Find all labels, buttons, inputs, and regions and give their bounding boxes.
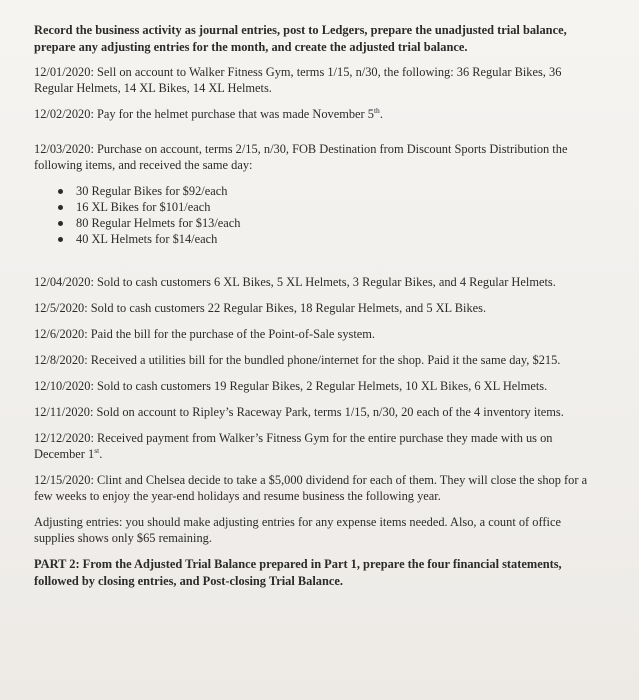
entry-12-15: 12/15/2020: Clint and Chelsea decide to take a $5,000 dividend for each of them. They will close the shop for a few weeks to enjoy the year-end holidays and resume business the following year.	[34, 473, 588, 503]
entry-12-03-text: 12/03/2020: Purchase on account, terms 2/15, n/30, FOB Destination from Discount Sports Distribution the following items, and received the same day:	[34, 142, 568, 172]
entry-12-04: 12/04/2020: Sold to cash customers 6 XL Bikes, 5 XL Helmets, 3 Regular Bikes, and 4 Regular Helmets.	[34, 275, 556, 289]
entry-12-12: 12/12/2020: Received payment from Walker’s Fitness Gym for the entire purchase they made with us on December 1st.	[34, 431, 553, 461]
entry-12-10: 12/10/2020: Sold to cash customers 19 Regular Bikes, 2 Regular Helmets, 10 XL Bikes, 6 XL Helmets.	[34, 379, 548, 393]
entry-12-05: 12/5/2020: Sold to cash customers 22 Regular Bikes, 18 Regular Helmets, and 5 XL Bikes.	[34, 301, 487, 315]
entry-12-08: 12/8/2020: Received a utilities bill for the bundled phone/internet for the shop. Paid it the same day, $215.	[34, 353, 561, 367]
entry-12-03	[34, 141, 601, 247]
list-item: 30 Regular Bikes for $92/each	[56, 183, 601, 199]
entry-12-11: 12/11/2020: Sold on account to Ripley’s Raceway Park, terms 1/15, n/30, 20 each of the 4 inventory items.	[34, 405, 564, 419]
entry-12-01: 12/01/2020: Sell on account to Walker Fitness Gym, terms 1/15, n/30, the following: 36 Regular Bikes, 36 Regular Helmets, 14 XL Bikes, 14 XL Helmets.	[34, 65, 562, 95]
entry-12-02: 12/02/2020: Pay for the helmet purchase that was made November 5th.	[34, 105, 383, 121]
purchase-items-list	[56, 183, 601, 247]
list-item: 40 XL Helmets for $14/each	[56, 231, 601, 247]
list-item: 80 Regular Helmets for $13/each	[56, 215, 601, 231]
instructions-heading: Record the business activity as journal entries, post to Ledgers, prepare the unadjusted trial balance, prepare any adjusting entries for the month, and create the adjusted trial balance.	[34, 23, 567, 54]
part-2-heading: PART 2: From the Adjusted Trial Balance prepared in Part 1, prepare the four financial statements, followed by closing entries, and Post-closing Trial Balance.	[34, 557, 562, 588]
entry-12-06: 12/6/2020: Paid the bill for the purchase of the Point-of-Sale system.	[34, 327, 376, 341]
adjusting-entries-note: Adjusting entries: you should make adjusting entries for any expense items needed. Also, a count of office supplies shows only $65 remaining.	[34, 515, 561, 545]
list-item: 16 XL Bikes for $101/each	[56, 199, 601, 215]
